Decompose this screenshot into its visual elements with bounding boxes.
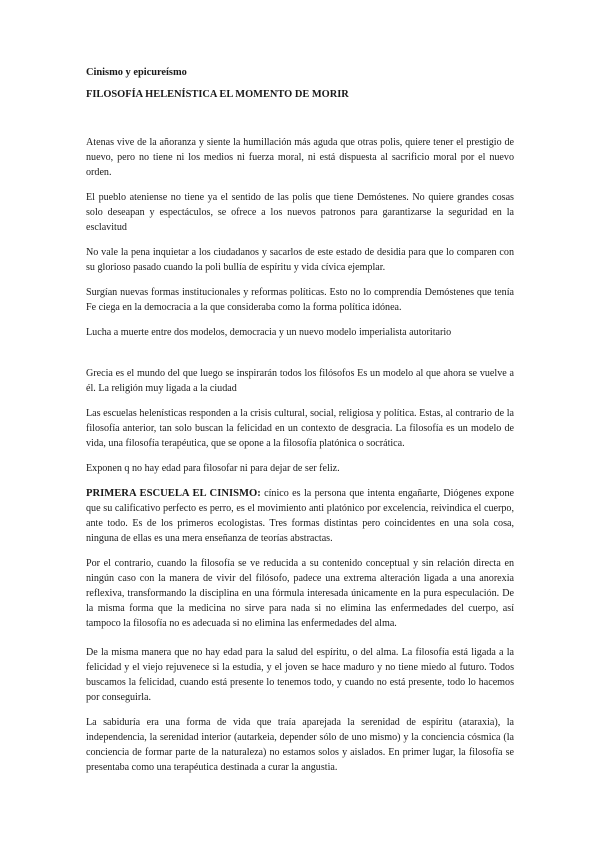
paragraph-salud-del-espiritu: De la misma manera que no hay edad para la salud del espíritu, o del alma. La filosofía está ligada a la felicidad y el viejo rejuvenece si la estudia, y el joven se hace maduro y no tiene miedo al futuro. Todos buscamos la felicidad, cuando está presente lo tenemos todo, y cuando no está presente, todo lo hacemos por conseguirla. [86, 647, 514, 703]
document-body [86, 66, 514, 785]
cinismo-text: cínico es la persona que intenta engañarte, Diógenes expone que su calificativo perfecto es perro, es el movimiento anti platónico por excelencia, reivindica el cuerpo, ante todo. Es de los primeros ecologistas. Tres formas distintas pero coincidentes en una sola cosa, ninguna de ellas es una mera enseñanza de teorías abstractas. [86, 488, 514, 544]
paragraph-sabiduria: La sabiduría era una forma de vida que traía aparejada la serenidad de espíritu (ataraxia), la independencia, la serenidad interior (autarkeia, depender sólo de uno mismo) y la conciencia cósmica (la conciencia de formar parte de la naturaleza) no estamos solos y aislados. En primer lugar, la filosofía se presentaba como una terapéutica destinada a curar la angustia. [86, 717, 514, 773]
paragraph-grecia: Grecia es el mundo del que luego se inspirarán todos los filósofos Es un modelo al que ahora se vuelve a él. La religión muy ligada a la ciudad [86, 368, 514, 394]
paragraph-por-el-contrario: Por el contrario, cuando la filosofía se ve reducida a su contenido conceptual y sin relación directa en ningún caso con la manera de vivir del filósofo, padece una extrema alteración ligada a una anorexia reflexiva, transformando la disciplina en una fórmula interesada únicamente en la pura especulación. De la misma forma que la medicina no sirve para nada si no elimina las enfermedades del cuerpo, así tampoco la filosofía no es adecuada si no elimina las enfermedades del alma. [86, 558, 514, 629]
paragraph-exponen: Exponen q no hay edad para filosofar ni para dejar de ser feliz. [86, 463, 340, 474]
cinismo-heading: PRIMERA ESCUELA EL CINISMO: [86, 488, 261, 499]
document-title: FILOSOFÍA HELENÍSTICA EL MOMENTO DE MORIR [86, 89, 349, 100]
paragraph-atenas: Atenas vive de la añoranza y siente la humillación más aguda que otras polis, quiere tener el prestigio de nuevo, pero no tiene ni los medios ni fuerza moral, ni está dispuesta al sacrificio moral por el nuevo orden. [86, 137, 514, 178]
paragraph-no-vale-la-pena: No vale la pena inquietar a los ciudadanos y sacarlos de este estado de desidia para que lo comparen con su glorioso pasado cuando la poli bullía de espíritu y vida cívica ejemplar. [86, 247, 514, 273]
paragraph-surgian: Surgían nuevas formas institucionales y reformas políticas. Esto no lo comprendía Demóstenes que tenía Fe ciega en la democracia a la que consideraba como la forma política idónea. [86, 287, 514, 313]
document-subtitle: Cinismo y epicureísmo [86, 67, 187, 78]
paragraph-escuelas-helenisticas: Las escuelas helenísticas responden a la crisis cultural, social, religiosa y política. Estas, al contrario de la filosofía anterior, tan solo buscan la felicidad en un contexto de desgracia. La filosofía es un modelo de vida, una filosofía terapéutica, que se opone a la filosofía platónica o socrática. [86, 408, 514, 449]
paragraph-lucha-a-muerte: Lucha a muerte entre dos modelos, democracia y un nuevo modelo imperialista autoritario [86, 327, 452, 338]
paragraph-pueblo-ateniense: El pueblo ateniense no tiene ya el sentido de las polis que tiene Demóstenes. No quiere grandes cosas solo deseapan y espectáculos, se ofrece a los nuevos patronos para garantizarse la seguridad en la esclavitud [86, 192, 514, 233]
paragraph-cinismo [86, 486, 514, 546]
